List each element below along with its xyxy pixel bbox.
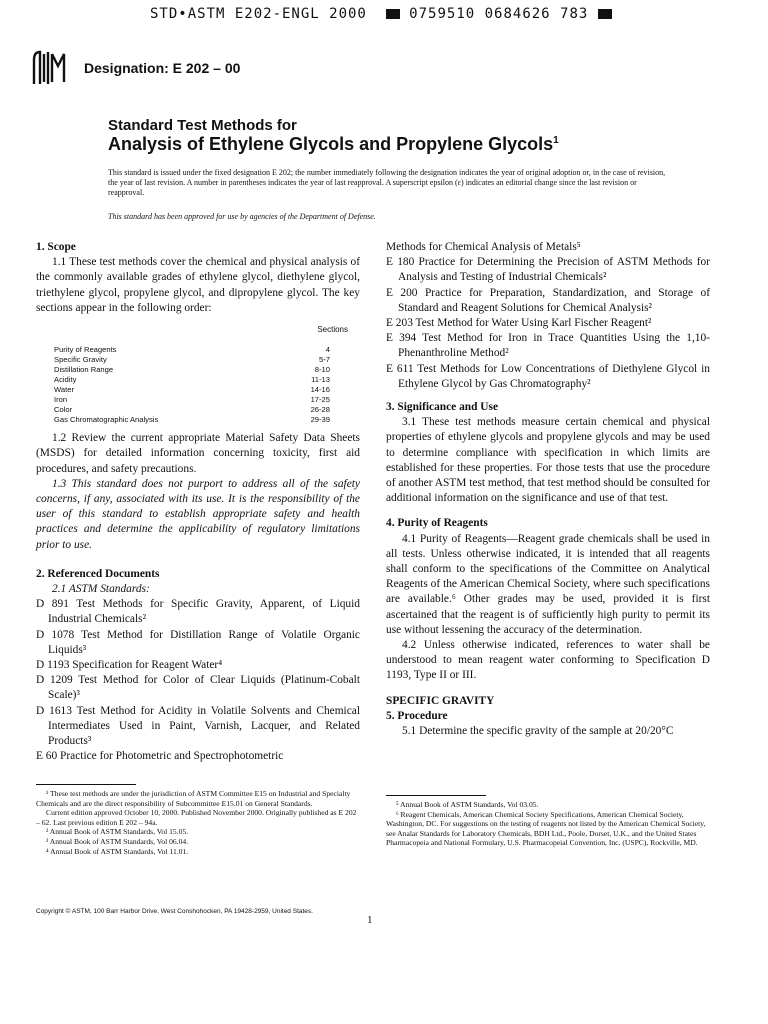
reference-item: E 611 Test Methods for Low Concentrations of Diethylene Glycol in Ethylene Glycol by Gas Chromatography²	[386, 362, 710, 390]
page-number: 1	[367, 914, 373, 926]
reference-item: E 60 Practice for Photometric and Spectrophotometric	[36, 750, 284, 763]
header-code-right: 0759510 0684626 783	[409, 6, 589, 22]
document-header-code	[150, 6, 612, 22]
title-footnote-mark: 1	[553, 135, 559, 146]
section-number: 4	[325, 345, 330, 355]
section-name: Purity of Reagents	[54, 345, 117, 355]
section-number: 29-39	[310, 415, 330, 425]
section-heading-significance: 3. Significance and Use	[386, 401, 499, 414]
issue-note: This standard is issued under the fixed designation E 202; the number immediately following the designation indicates the year of original adoption or, in the case of revision, the year of last revision. A number in parentheses indicates the year of last reapproval. A superscript epsilon (ε) indicates an editorial change since the last revision or reapproval.	[108, 168, 666, 197]
left-references	[36, 597, 360, 764]
header-code-left: STD•ASTM E202-ENGL 2000	[150, 6, 367, 22]
paragraph-3-1: 3.1 These test methods measure certain chemical and physical properties of ethylene glycols and propylene glycols and may be used to determine compliance with specification in which limits are established for these properties. For those tests that use the procedure of another ASTM test method, that test method should be consulted for additional information on the significance and use of that test.	[386, 416, 710, 505]
section-number: 14-16	[310, 385, 330, 395]
right-references	[386, 240, 710, 392]
section-heading-scope: 1. Scope	[36, 241, 76, 253]
copyright-line: Copyright © ASTM, 100 Barr Harbor Drive, West Conshohocken, PA 19428-2959, United States.	[36, 908, 313, 915]
paragraph-5-1: 5.1 Determine the specific gravity of the sample at 20/20°C	[402, 725, 674, 738]
reference-item: D 1613 Test Method for Acidity in Volatile Solvents and Chemical Intermediates Used in Paint, Varnish, Lacquer, and Related Products³	[36, 704, 360, 748]
reference-item: E 200 Practice for Preparation, Standardization, and Storage of Standard and Reagent Solutions for Chemical Analysis²	[386, 286, 710, 314]
section-heading-referenced-documents: 2. Referenced Documents	[36, 567, 160, 580]
reference-item: E 180 Practice for Determining the Precision of ASTM Methods for Analysis and Testing of Industrial Chemicals²	[386, 256, 710, 284]
footnote-item: ⁶ Reagent Chemicals, American Chemical Society Specifications, American Chemical Society, Washington, DC. For suggestions on the testing of reagents not listed by the American Chemical Society, see Analar Standards for Laboratory Chemicals, BDH Ltd., Poole, Dorset, U.K., and the United States Pharmacopeia and National Formulary, U.S. Pharmacopeial Convention, Inc. (USPC), Rockville, MD.	[386, 809, 706, 848]
footnotes-right	[386, 795, 710, 848]
barcode-mark-end	[598, 9, 612, 19]
reference-item: Methods for Chemical Analysis of Metals⁵	[386, 241, 581, 253]
sections-table	[36, 322, 360, 425]
section-name: Acidity	[54, 375, 77, 385]
footnote-list-left	[36, 789, 360, 856]
footnote-item: Current edition approved October 10, 2000. Published November 2000. Originally published as E 202 – 62. Last previous edition E 202 – 94a.	[36, 808, 357, 827]
reference-item: E 203 Test Method for Water Using Karl Fischer Reagent²	[386, 317, 652, 330]
paragraph-4-1: 4.1 Purity of Reagents—Reagent grade chemicals shall be used in all tests. Unless otherwise indicated, it is intended that all reagents shall conform to the specifications of the Committee on Analytical Reagents of the American Chemical Society, where such specifications are available.⁶ Other grades may be used, provided it is first ascertained that the reagent is of sufficiently high purity to permit its use without lessening the accuracy of the determination.	[386, 532, 710, 636]
sections-row	[36, 355, 360, 365]
astm-logo	[30, 50, 70, 86]
specific-gravity-heading: SPECIFIC GRAVITY	[386, 694, 495, 707]
barcode-mark	[386, 9, 400, 19]
footnotes-left	[36, 784, 360, 856]
paragraph-1-3: 1.3 This standard does not purport to address all of the safety concerns, if any, associated with its use. It is the responsibility of the user of this standard to establish appropriate safety and health practices and determine the applicability of regulatory limitations prior to use.	[36, 477, 360, 551]
section-name: Water	[54, 385, 74, 395]
section-heading-procedure: 5. Procedure	[386, 709, 448, 722]
approval-note: This standard has been approved for use by agencies of the Department of Defense.	[108, 212, 376, 221]
section-number: 8-10	[314, 365, 330, 375]
footnote-list-right	[386, 800, 710, 848]
astm-standards-label: 2.1 ASTM Standards:	[52, 583, 150, 596]
sections-row	[36, 415, 360, 425]
section-name: Iron	[54, 395, 68, 405]
section-number: 11-13	[311, 375, 330, 385]
section-number: 17-25	[310, 395, 330, 405]
paragraph-4-2: 4.2 Unless otherwise indicated, references to water shall be understood to mean reagent water conforming to Specification D 1193, Type II or III.	[386, 639, 710, 682]
section-name: Color	[54, 405, 73, 415]
sections-label: Sections	[317, 325, 348, 335]
reference-item: D 1193 Specification for Reagent Water⁴	[36, 659, 223, 672]
section-name: Gas Chromatographic Analysis	[54, 415, 159, 425]
footnote-item: ⁵ Annual Book of ASTM Standards, Vol 03.05.	[396, 800, 539, 809]
reference-item: D 1209 Test Method for Color of Clear Liquids (Platinum-Cobalt Scale)³	[36, 674, 360, 702]
reference-item: D 891 Test Methods for Specific Gravity, Apparent, of Liquid Industrial Chemicals²	[36, 598, 360, 626]
section-number: 26-28	[310, 405, 330, 415]
footnote-item: ² Annual Book of ASTM Standards, Vol 15.05.	[46, 827, 189, 837]
reference-item: E 394 Test Method for Iron in Trace Quantities Using the 1,10-Phenanthroline Method²	[386, 332, 710, 360]
paragraph-1-2: 1.2 Review the current appropriate Material Safety Data Sheets (MSDS) for detailed information concerning toxicity, first aid procedures, and safety precautions.	[36, 432, 360, 475]
left-column	[36, 240, 360, 764]
section-heading-purity: 4. Purity of Reagents	[386, 517, 488, 530]
title-text: Analysis of Ethylene Glycols and Propylene Glycols	[108, 134, 554, 154]
sections-row	[36, 345, 360, 355]
footnote-item: ⁴ Annual Book of ASTM Standards, Vol 11.01.	[46, 846, 189, 856]
sections-rows	[36, 345, 360, 425]
title-line-1: Standard Test Methods for	[108, 117, 297, 134]
right-column	[386, 240, 710, 739]
section-number: 5-7	[319, 355, 330, 365]
sections-row	[36, 405, 360, 415]
section-name: Distillation Range	[54, 365, 114, 375]
sections-row	[36, 365, 360, 375]
logo-text: ASTM	[50, 85, 53, 86]
footnote-rule	[386, 795, 486, 796]
paragraph-1-1: 1.1 These test methods cover the chemical and physical analysis of the commonly available grades of ethylene glycol, diethylene glycol, triethylene glycol, propylene glycol, and dipropylene glycol. The key sections appear in the following order:	[36, 256, 360, 314]
section-name: Specific Gravity	[54, 355, 107, 365]
sections-row	[36, 395, 360, 405]
title-line-2	[108, 134, 559, 155]
designation: Designation: E 202 – 00	[84, 60, 241, 76]
sections-row	[36, 385, 360, 395]
footnote-item: ¹ These test methods are under the jurisdiction of ASTM Committee E15 on Industrial and Specialty Chemicals and are the direct responsibility of Subcommittee E15.01 on General Standards.	[36, 789, 351, 808]
footnote-rule	[36, 784, 136, 785]
reference-item: D 1078 Test Method for Distillation Range of Volatile Organic Liquids³	[36, 628, 360, 656]
footnote-item: ³ Annual Book of ASTM Standards, Vol 06.04.	[46, 836, 189, 846]
sections-row	[36, 375, 360, 385]
